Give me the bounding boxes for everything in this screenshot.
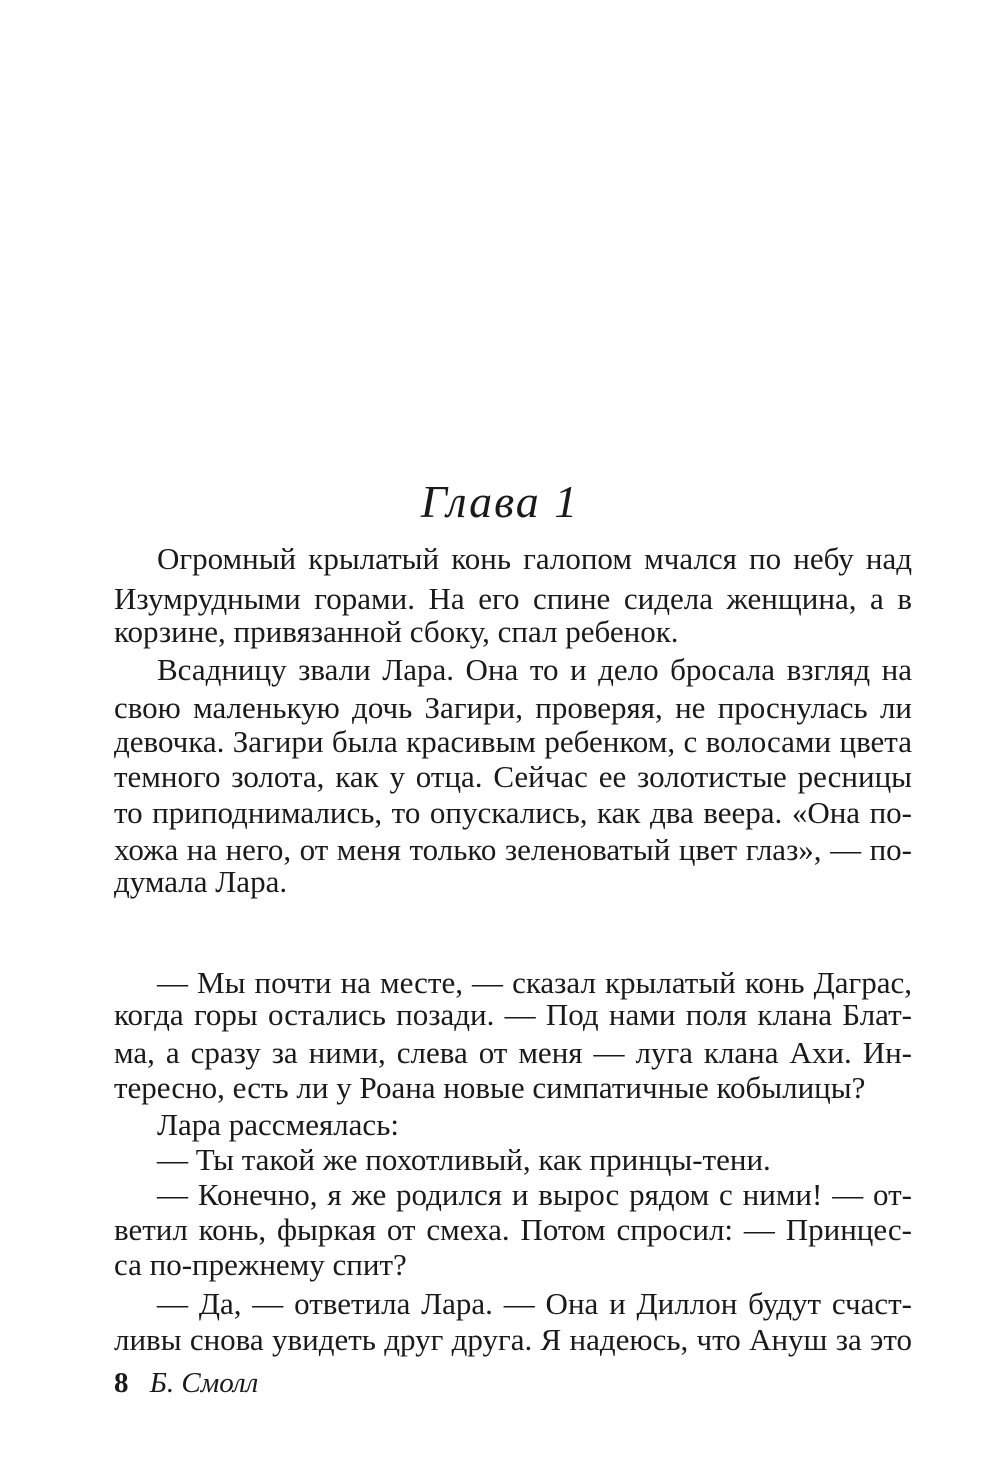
text-line: Огромный крылатый конь галопом мчался по небу над bbox=[157, 541, 912, 576]
text-line: са по-прежнему спит? bbox=[114, 1247, 407, 1282]
text-line: Всадницу звали Лара. Она то и дело бросала взгляд на bbox=[157, 652, 912, 687]
page-number: 8 bbox=[114, 1367, 129, 1399]
chapter-title: Глава 1 bbox=[420, 476, 580, 527]
text-line: Изумрудными горами. На его спине сидела женщина, а в bbox=[114, 581, 912, 616]
text-line: девочка. Загири была красивым ребенком, с волосами цвета bbox=[114, 724, 912, 759]
text-line: ливы снова увидеть друг друга. Я надеюсь, что Ануш за это bbox=[114, 1322, 912, 1357]
text-line: ветил конь, фыркая от смеха. Потом спросил: — Принцес- bbox=[114, 1212, 912, 1247]
text-line: — Конечно, я же родился и вырос рядом с ними! — от- bbox=[157, 1177, 912, 1212]
text-line: думала Лара. bbox=[114, 864, 288, 899]
text-line: ма, а сразу за ними, слева от меня — луга клана Ахи. Ин- bbox=[114, 1035, 912, 1070]
text-line: свою маленькую дочь Загири, проверяя, не проснулась ли bbox=[114, 690, 912, 725]
running-author: Б. Смолл bbox=[149, 1367, 259, 1399]
text-line: то приподнимались, то опускались, как два веера. «Она по- bbox=[114, 795, 912, 830]
text-line: — Да, — ответила Лара. — Она и Диллон будут счаст- bbox=[157, 1286, 912, 1321]
text-line: корзине, привязанной сбоку, спал ребенок. bbox=[114, 614, 679, 649]
text-line: темного золота, как у отца. Сейчас ее золотистые ресницы bbox=[114, 759, 912, 794]
text-line: хожа на него, от меня только зеленоватый цвет глаз», — по- bbox=[114, 832, 912, 867]
text-line: Лара рассмеялась: bbox=[157, 1107, 399, 1142]
text-line: когда горы остались позади. — Под нами поля клана Блат- bbox=[114, 997, 912, 1032]
text-line: тересно, есть ли у Роана новые симпатичные кобылицы? bbox=[114, 1070, 866, 1105]
page-footer bbox=[114, 1363, 258, 1403]
text-line: — Мы почти на месте, — сказал крылатый конь Даграс, bbox=[157, 965, 912, 1000]
text-line: — Ты такой же похотливый, как принцы-тени. bbox=[157, 1142, 771, 1177]
